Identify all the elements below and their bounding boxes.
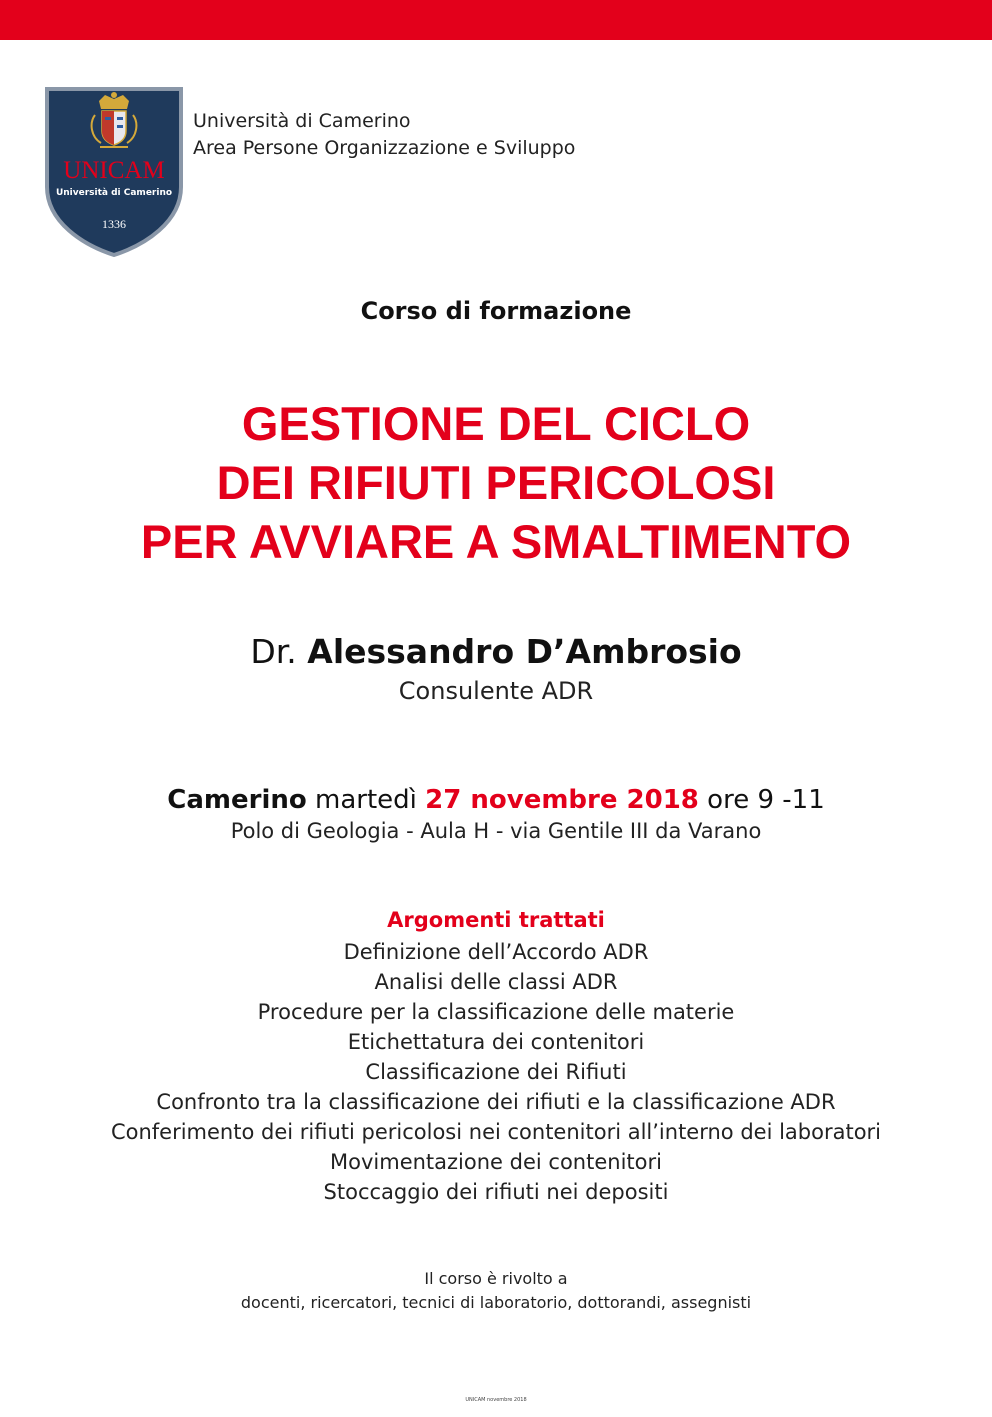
speaker-name: Alessandro D’Ambrosio xyxy=(307,632,742,671)
footer-note: UNICAM novembre 2018 xyxy=(465,1397,527,1403)
institution-block xyxy=(193,108,575,162)
event-venue: Polo di Geologia - Aula H - via Gentile III da Varano xyxy=(230,819,762,843)
speaker-role: Consulente ADR xyxy=(398,677,594,705)
department-name: Area Persone Organizzazione e Sviluppo xyxy=(193,137,576,159)
topic-item: Confronto tra la classificazione dei rifiuti e la classificazione ADR xyxy=(156,1090,836,1114)
title-line-3: PER AVVIARE A SMALTIMENTO xyxy=(140,515,852,568)
audience-intro: Il corso è rivolto a xyxy=(424,1269,568,1288)
topic-item: Conferimento dei rifiuti pericolosi nei contenitori all’interno dei laboratori xyxy=(110,1120,882,1144)
event-time: ore 9 -11 xyxy=(707,785,825,815)
event-date-line xyxy=(0,785,992,815)
speaker-prefix: Dr. xyxy=(250,632,297,671)
top-red-bar xyxy=(0,0,992,40)
institution-name: Università di Camerino xyxy=(193,110,411,132)
unicam-shield-icon xyxy=(45,87,183,257)
topic-item: Etichettatura dei contenitori xyxy=(347,1030,645,1054)
event-city: Camerino xyxy=(167,785,307,815)
title-line-1: GESTIONE DEL CICLO xyxy=(241,397,751,450)
topic-item: Classificazione dei Rifiuti xyxy=(365,1060,627,1084)
speaker xyxy=(0,632,992,671)
course-title xyxy=(0,394,992,571)
event-weekday: martedì xyxy=(315,785,417,815)
event-date: 27 novembre 2018 xyxy=(425,785,699,815)
logo-subtitle: Università di Camerino xyxy=(55,188,173,198)
logo-year: 1336 xyxy=(102,217,126,231)
topic-item: Stoccaggio dei rifiuti nei depositi xyxy=(323,1180,669,1204)
logo-name: UNICAM xyxy=(63,157,165,184)
topics-heading: Argomenti trattati xyxy=(387,908,605,932)
topic-item: Definizione dell’Accordo ADR xyxy=(343,940,649,964)
topic-item: Analisi delle classi ADR xyxy=(374,970,618,994)
topics-list xyxy=(0,937,992,1207)
course-type: Corso di formazione xyxy=(360,297,632,325)
audience xyxy=(0,1267,992,1315)
audience-list: docenti, ricercatori, tecnici di laboratorio, dottorandi, assegnisti xyxy=(240,1293,752,1312)
title-line-2: DEI RIFIUTI PERICOLOSI xyxy=(216,456,776,509)
unicam-logo xyxy=(45,87,183,257)
topic-item: Procedure per la classificazione delle materie xyxy=(257,1000,735,1024)
topic-item: Movimentazione dei contenitori xyxy=(330,1150,662,1174)
